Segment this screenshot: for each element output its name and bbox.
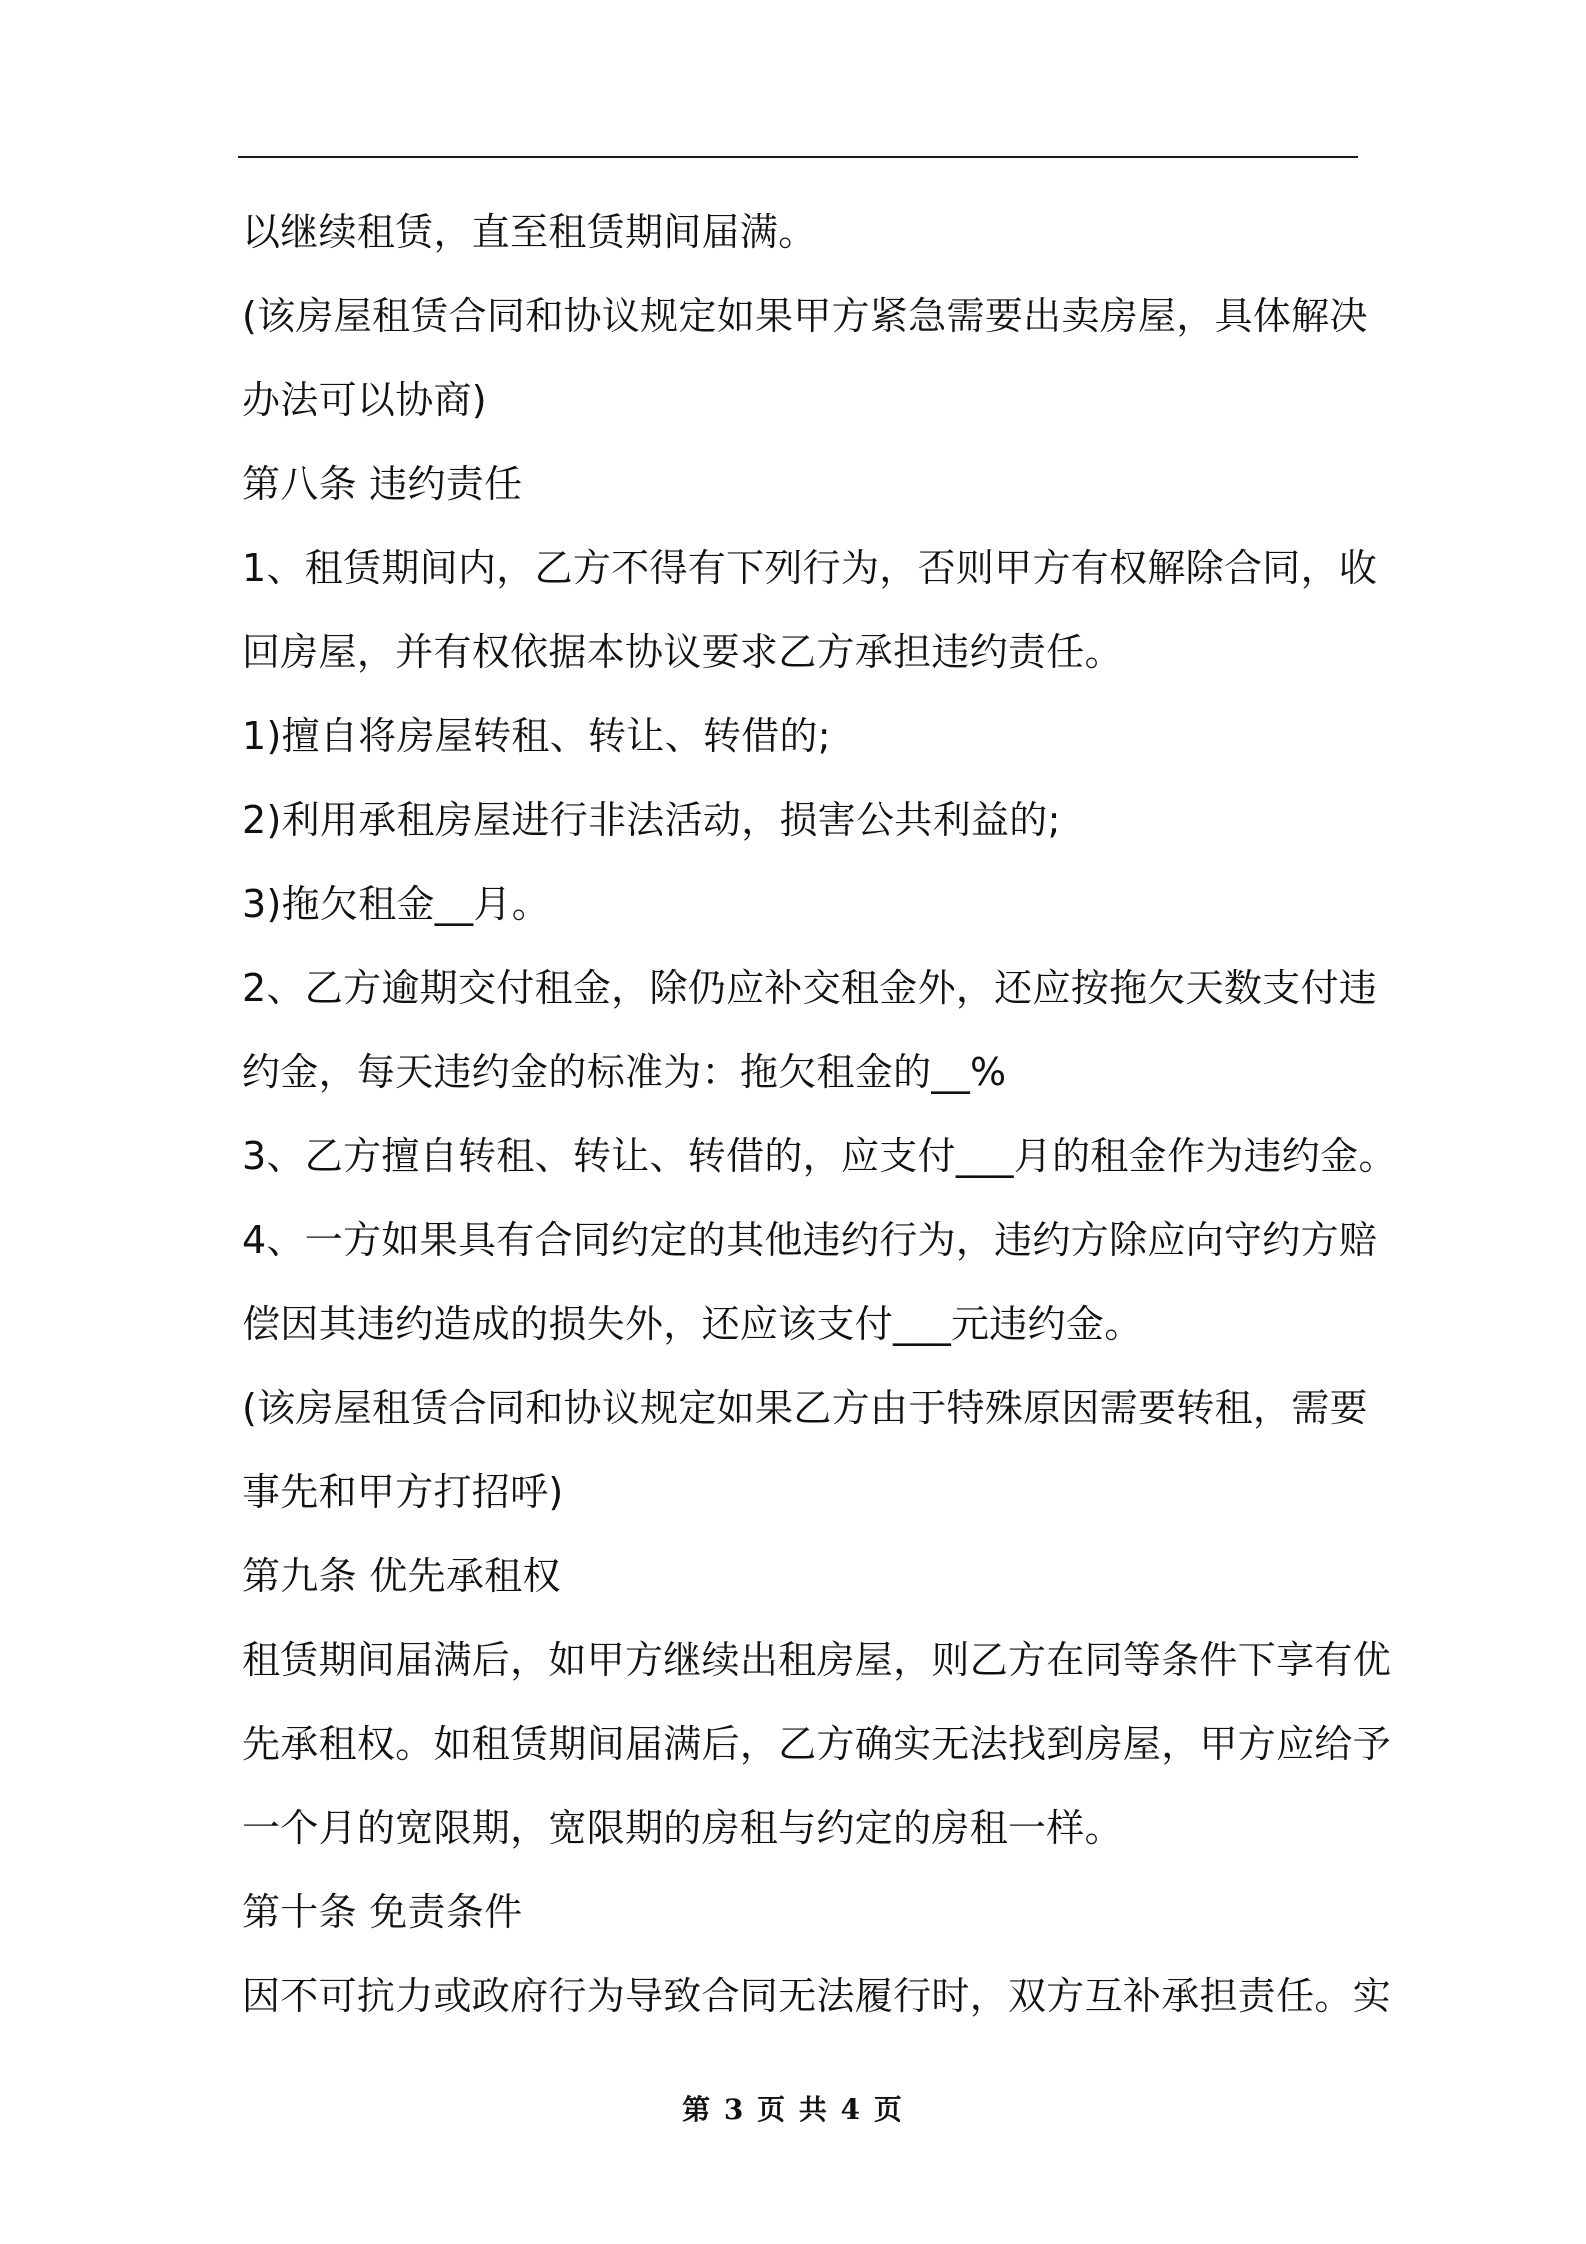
text-line: 1)擅自将房屋转租、转让、转借的; bbox=[242, 714, 831, 758]
page-number: 第 3 页 共 4 页 bbox=[682, 2093, 904, 2126]
text-line: 约金，每天违约金的标准为：拖欠租金的__% bbox=[242, 1050, 1007, 1094]
text-line: 1、租赁期间内，乙方不得有下列行为，否则甲方有权解除合同，收 bbox=[242, 546, 1378, 590]
text-line: 事先和甲方打招呼) bbox=[242, 1470, 564, 1514]
text-line: 2、乙方逾期交付租金，除仍应补交租金外，还应按拖欠天数支付违 bbox=[242, 966, 1378, 1010]
text-line: 偿因其违约造成的损失外，还应该支付___元违约金。 bbox=[242, 1302, 1143, 1346]
text-line: 2)利用承租房屋进行非法活动，损害公共利益的; bbox=[242, 798, 1061, 842]
text-line: 以继续租赁，直至租赁期间届满。 bbox=[242, 210, 817, 254]
text-line: 回房屋，并有权依据本协议要求乙方承担违约责任。 bbox=[242, 630, 1123, 674]
document-body bbox=[242, 190, 1397, 2038]
text-line: 一个月的宽限期，宽限期的房租与约定的房租一样。 bbox=[242, 1806, 1123, 1850]
section-heading: 第十条 免责条件 bbox=[242, 1890, 523, 1934]
text-line: 因不可抗力或政府行为导致合同无法履行时，双方互补承担责任。实 bbox=[242, 1974, 1392, 2018]
text-line: 先承租权。如租赁期间届满后，乙方确实无法找到房屋，甲方应给予 bbox=[242, 1722, 1392, 1766]
text-line: 办法可以协商) bbox=[242, 378, 487, 422]
text-line: (该房屋租赁合同和协议规定如果甲方紧急需要出卖房屋，具体解决 bbox=[242, 294, 1368, 338]
text-line: (该房屋租赁合同和协议规定如果乙方由于特殊原因需要转租，需要 bbox=[242, 1386, 1368, 1430]
text-line: 租赁期间届满后，如甲方继续出租房屋，则乙方在同等条件下享有优 bbox=[242, 1638, 1392, 1682]
text-line: 3)拖欠租金__月。 bbox=[242, 882, 551, 926]
text-line: 3、乙方擅自转租、转让、转借的，应支付___月的租金作为违约金。 bbox=[242, 1134, 1397, 1178]
header-rule bbox=[238, 156, 1358, 158]
section-heading: 第八条 违约责任 bbox=[242, 462, 523, 506]
section-heading: 第九条 优先承租权 bbox=[242, 1554, 561, 1598]
text-line: 4、一方如果具有合同约定的其他违约行为，违约方除应向守约方赔 bbox=[242, 1218, 1378, 1262]
